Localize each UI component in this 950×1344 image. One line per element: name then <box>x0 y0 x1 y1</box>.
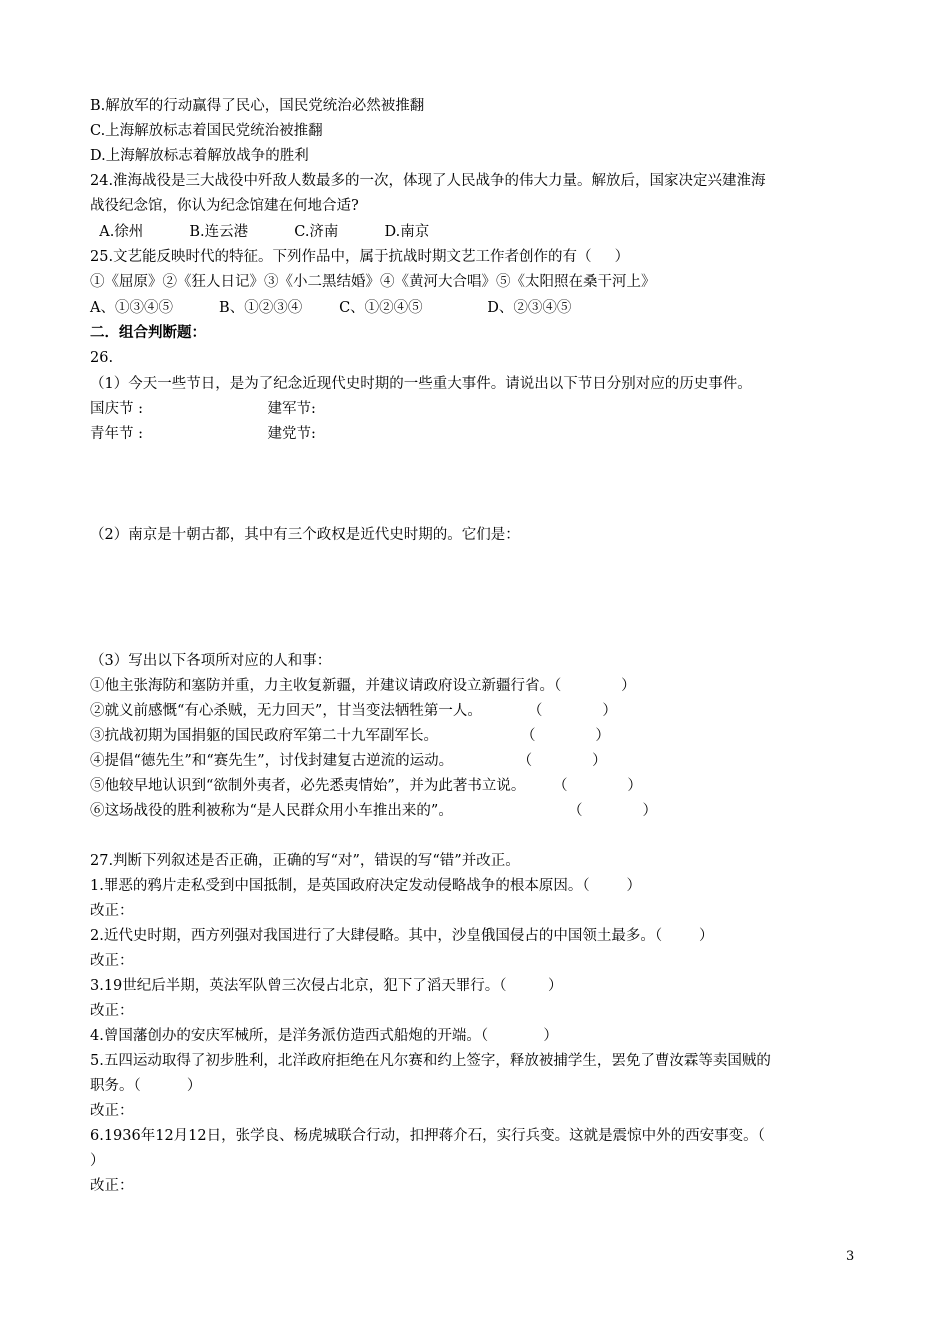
statement-6-cont: ） <box>90 1153 105 1169</box>
question-25-options: A、①③④⑤ B、①②③④ C、①②④⑤ D、②③④⑤ <box>90 300 572 316</box>
item-1: ①他主张海防和塞防并重，力主收复新疆，并建议请政府设立新疆行省。（ ） <box>90 678 636 694</box>
statement-3: 3.19世纪后半期，英法军队曾三次侵占北京，犯下了滔天罪行。（ ） <box>90 978 563 994</box>
question-26-part3: （3）写出以下各项所对应的人和事： <box>90 653 332 669</box>
item-6: ⑥这场战役的胜利被称为“是人民群众用小车推出来的”。 （ ） <box>90 803 657 819</box>
correction-label: 改正： <box>90 1003 134 1019</box>
question-24: 24.淮海战役是三大战役中歼敌人数最多的一次，体现了人民战争的伟大力量。解放后，国家决定兴建淮海 <box>90 173 766 189</box>
option-d: D.上海解放标志着解放战争的胜利 <box>90 148 309 164</box>
question-24-options: A.徐州 B.连云港 C.济南 D.南京 <box>90 224 430 240</box>
statement-2: 2.近代史时期，西方列强对我国进行了大肆侵略。其中，沙皇俄国侵占的中国领土最多。（ ） <box>90 928 714 944</box>
page-number: 3 <box>846 1249 855 1264</box>
statement-1: 1.罪恶的鸦片走私受到中国抵制，是英国政府决定发动侵略战争的根本原因。（ ） <box>90 878 641 894</box>
statement-4: 4.曾国藩创办的安庆军械所，是洋务派仿造西式船炮的开端。（ ） <box>90 1028 558 1044</box>
question-26-part1: （1）今天一些节日，是为了纪念近现代史时期的一些重大事件。请说出以下节日分别对应的历史事件。 <box>90 376 752 392</box>
option-b: B.解放军的行动赢得了民心，国民党统治必然被推翻 <box>90 98 425 114</box>
item-3: ③抗战初期为国捐躯的国民政府军第二十九军副军长。 （ ） <box>90 728 610 744</box>
statement-6: 6.1936年12月12日，张学良、杨虎城联合行动，扣押蒋介石，实行兵变。这就是震惊中外的西安事变。（ <box>90 1128 765 1144</box>
section-heading: 二．组合判断题： <box>90 324 206 341</box>
holiday-row-2: 青年节 : 建党节: <box>90 426 316 442</box>
question-25-works: ①《屈原》②《狂人日记》③《小二黑结婚》④《黄河大合唱》⑤《太阳照在桑干河上》 <box>90 274 656 290</box>
correction-label: 改正： <box>90 1178 134 1194</box>
question-27: 27.判断下列叙述是否正确，正确的写“对”，错误的写“错”并改正。 <box>90 853 520 869</box>
question-24-cont: 战役纪念馆，你认为纪念馆建在何地合适? <box>90 198 359 214</box>
correction-label: 改正： <box>90 1103 134 1119</box>
question-26: 26. <box>90 350 114 366</box>
item-5: ⑤他较早地认识到“欲制外夷者，必先悉夷情始”，并为此著书立说。 （ ） <box>90 778 642 794</box>
option-c: C.上海解放标志着国民党统治被推翻 <box>90 123 323 139</box>
holiday-row-1: 国庆节 : 建军节: <box>90 401 316 417</box>
statement-5-cont: 职务。（ ） <box>90 1078 202 1094</box>
item-2: ②就义前感慨“有心杀贼，无力回天”，甘当变法牺牲第一人。 （ ） <box>90 703 617 719</box>
statement-5: 5.五四运动取得了初步胜利，北洋政府拒绝在凡尔赛和约上签字，释放被捕学生，罢免了曹汝霖等卖国贼的 <box>90 1053 771 1069</box>
question-26-part2: （2）南京是十朝古都，其中有三个政权是近代史时期的。它们是： <box>90 527 520 543</box>
correction-label: 改正： <box>90 903 134 919</box>
correction-label: 改正： <box>90 953 134 969</box>
question-25: 25.文艺能反映时代的特征。下列作品中，属于抗战时期文艺工作者创作的有（ ） <box>90 249 630 265</box>
item-4: ④提倡“德先生”和“赛先生”，讨伐封建复古逆流的运动。 （ ） <box>90 753 607 769</box>
